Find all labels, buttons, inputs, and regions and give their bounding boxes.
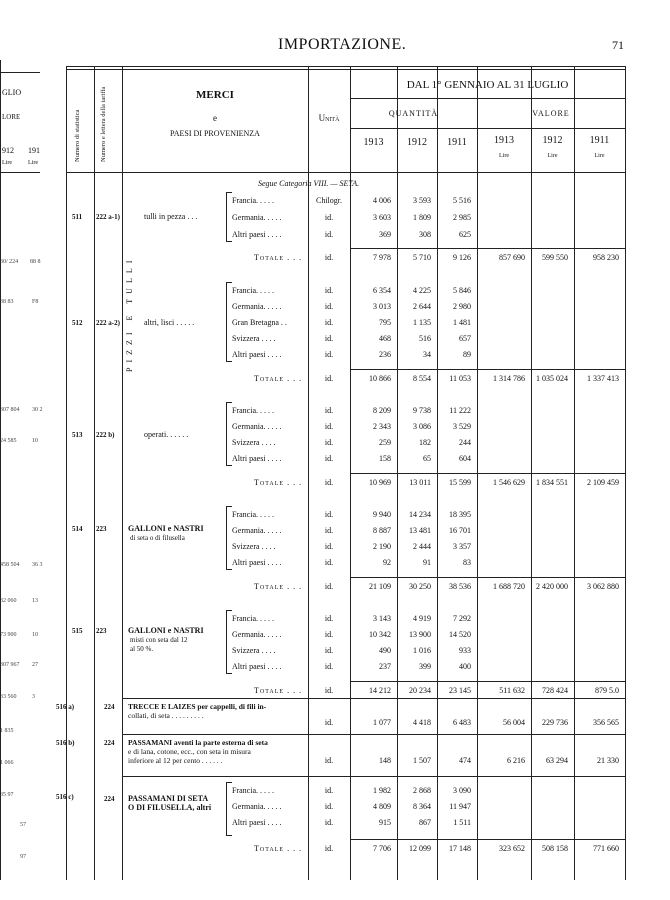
country-label: Germania. . . . .	[232, 302, 282, 311]
stat-number: 513	[72, 431, 83, 439]
unita-header: Unità	[318, 113, 340, 123]
unit-cell: id.	[324, 662, 334, 671]
tariff-number: 224	[104, 739, 115, 747]
header-rule-period	[350, 98, 625, 99]
left-frag-value: 10	[32, 632, 38, 638]
stat-number: 516 c)	[56, 793, 74, 801]
value-cell: 56 004	[503, 718, 525, 727]
stat-number: 511	[72, 213, 83, 221]
quantity-cell: 34	[423, 350, 431, 359]
quantity-cell: 4 809	[373, 802, 391, 811]
total-quantity-cell: 13 011	[409, 478, 431, 487]
total-value-cell: 599 550	[542, 253, 568, 262]
country-label: Altri paesi . . . .	[232, 818, 282, 827]
total-quantity-cell: 17 148	[449, 844, 471, 853]
quantity-cell: 399	[419, 662, 431, 671]
total-quantity-cell: 12 099	[409, 844, 431, 853]
total-label: Totale . . .	[254, 582, 303, 591]
total-value-cell: 2 109 459	[587, 478, 619, 487]
total-value-cell: 728 424	[542, 686, 568, 695]
column-rule	[94, 66, 95, 880]
left-frag-value: 1 835	[0, 728, 14, 734]
category-title: Segue Categoria VIII. — SETA.	[258, 179, 360, 188]
total-label: Totale . . .	[254, 686, 303, 695]
tariff-number: 223	[96, 627, 107, 635]
quantity-cell: 308	[419, 230, 431, 239]
total-label: Totale . . .	[254, 478, 303, 487]
stat-number: 512	[72, 319, 83, 327]
left-frag-value: 1 066	[0, 760, 14, 766]
stat-number: 514	[72, 525, 83, 533]
tariff-number: 222 a-2)	[96, 319, 120, 327]
unit-cell: id.	[324, 318, 334, 327]
goods-label-3: al 50 %.	[130, 645, 154, 653]
total-quantity-cell: 14 212	[369, 686, 391, 695]
country-label: Svizzera . . . .	[232, 334, 276, 343]
total-rule	[350, 473, 625, 474]
value-cell: 229 736	[542, 718, 568, 727]
unit-cell: id.	[324, 350, 334, 359]
country-label: Francia. . . . .	[232, 614, 274, 623]
left-frag-value: 38 83	[0, 299, 14, 305]
quantity-cell: 92	[383, 558, 391, 567]
total-quantity-cell: 8 554	[413, 374, 431, 383]
page-number: 71	[612, 38, 624, 52]
merci-e: e	[213, 113, 217, 123]
unit-cell: id.	[324, 614, 334, 623]
goods-label: operati. . . . . .	[144, 430, 189, 439]
tariff-number: 224	[104, 795, 115, 803]
page-title: IMPORTAZIONE.	[278, 36, 407, 53]
quantity-cell: 625	[459, 230, 471, 239]
total-label: Totale . . .	[254, 844, 303, 853]
unit-cell: id.	[324, 478, 334, 487]
quantity-cell: 2 980	[453, 302, 471, 311]
country-label: Altri paesi . . . .	[232, 230, 282, 239]
total-quantity-cell: 5 710	[413, 253, 431, 262]
goods-label-2: O DI FILUSELLA, altri	[128, 803, 212, 812]
quantity-cell: 3 593	[413, 196, 431, 205]
left-frag-rule	[0, 172, 40, 173]
left-frag-value: 13	[32, 598, 38, 604]
left-frag-value: F8	[32, 299, 39, 305]
value-cell: 63 294	[546, 756, 568, 765]
valore-header: VALORE	[532, 109, 570, 118]
country-label: Svizzera . . . .	[232, 438, 276, 447]
quantity-cell: 158	[379, 454, 391, 463]
left-frag-value: 307 804	[0, 407, 20, 413]
tariff-number: 222 a-1)	[96, 213, 120, 221]
quantity-cell: 244	[459, 438, 471, 447]
left-frag-header: 912	[2, 146, 14, 155]
quantity-cell: 91	[423, 558, 431, 567]
total-rule	[350, 577, 625, 578]
goods-label: PASSAMANI DI SETA	[128, 794, 209, 803]
total-label: Totale . . .	[254, 253, 303, 262]
quantity-cell: 4 006	[373, 196, 391, 205]
quantity-cell: 9 940	[373, 510, 391, 519]
lire-label: Lire	[594, 153, 605, 159]
goods-label-2: collati, di seta . . . . . . . . .	[128, 711, 204, 720]
unit-cell: id.	[324, 786, 334, 795]
left-frag-header: Lire	[28, 160, 38, 166]
lire-label: Lire	[499, 153, 509, 159]
quantity-cell: 182	[419, 438, 431, 447]
total-quantity-cell: 30 250	[409, 582, 431, 591]
total-quantity-cell: 23 145	[449, 686, 471, 695]
quantity-cell: 2 444	[413, 542, 431, 551]
total-value-cell: 2 420 000	[536, 582, 568, 591]
quantity-cell: 1 507	[413, 756, 431, 765]
left-frag-value: 307 967	[0, 662, 20, 668]
year-q-header: 1913	[363, 137, 384, 148]
quantity-cell: 1 982	[373, 786, 391, 795]
quantity-cell: 4 418	[413, 718, 431, 727]
total-value-cell: 1 546 629	[493, 478, 525, 487]
unit-cell: id.	[324, 582, 334, 591]
period-header: DAL 1° GENNAIO AL 31 LUGLIO	[406, 79, 569, 91]
quantity-cell: 148	[379, 756, 391, 765]
goods-label-2: e di lana, cotone, ecc., con seta in misura	[128, 747, 251, 756]
quantity-cell: 2 190	[373, 542, 391, 551]
quantity-cell: 1 809	[413, 213, 431, 222]
value-cell: 21 330	[597, 756, 619, 765]
country-label: Gran Bretagna . .	[232, 318, 287, 327]
column-rule	[625, 66, 626, 880]
left-frag-value: 3	[32, 694, 35, 700]
quantity-cell: 11 222	[449, 406, 471, 415]
paesi-header: PAESI DI PROVENIENZA	[170, 129, 260, 138]
quantity-cell: 13 900	[409, 630, 431, 639]
left-frag-header: 191	[28, 146, 40, 155]
quantity-cell: 89	[463, 350, 471, 359]
quantity-cell: 1 077	[373, 718, 391, 727]
column-rule	[66, 66, 67, 880]
quantity-cell: 2 985	[453, 213, 471, 222]
total-value-cell: 511 632	[499, 686, 525, 695]
quantity-cell: 3 529	[453, 422, 471, 431]
year-q-header: 1911	[447, 137, 467, 148]
quantity-cell: 468	[379, 334, 391, 343]
year-v-header: 1911	[589, 135, 610, 146]
total-value-cell: 857 690	[499, 253, 525, 262]
tariff-number: 224	[104, 703, 115, 711]
unit-cell: id.	[324, 558, 334, 567]
country-label: Altri paesi . . . .	[232, 558, 282, 567]
total-value-cell: 1 314 786	[493, 374, 525, 383]
quantity-cell: 8 209	[373, 406, 391, 415]
country-label: Svizzera . . . .	[232, 542, 276, 551]
quantity-cell: 14 520	[449, 630, 471, 639]
lire-label: Lire	[547, 153, 558, 159]
total-quantity-cell: 15 599	[449, 478, 471, 487]
stat-number: 516 a)	[56, 703, 75, 711]
goods-label: GALLONI e NASTRI	[128, 626, 204, 635]
stat-number: 516 b)	[56, 739, 75, 747]
left-frag-value: 458 504	[0, 562, 20, 568]
total-rule	[350, 248, 625, 249]
quantity-cell: 867	[419, 818, 431, 827]
quantity-cell: 490	[379, 646, 391, 655]
year-q-header: 1912	[407, 137, 427, 148]
total-rule	[350, 369, 625, 370]
unit-cell: id.	[324, 286, 334, 295]
quantita-header: QUANTITÀ	[388, 109, 439, 118]
quantity-cell: 3 357	[453, 542, 471, 551]
total-quantity-cell: 20 234	[409, 686, 431, 695]
year-v-header: 1913	[494, 135, 514, 146]
total-value-cell: 771 660	[593, 844, 619, 853]
quantity-cell: 4 919	[413, 614, 431, 623]
quantity-cell: 915	[379, 818, 391, 827]
left-frag-value: 32 060	[0, 598, 17, 604]
col-stat-header: Numero di statistica	[74, 109, 81, 162]
unit-cell: id.	[324, 542, 334, 551]
left-frag-header: LORE	[2, 113, 21, 121]
header-rule-top-double	[66, 69, 625, 70]
left-frag-edge	[0, 60, 1, 880]
country-label: Francia. . . . .	[232, 406, 274, 415]
unit-cell: id.	[324, 422, 334, 431]
left-frag-header: Lire	[2, 160, 12, 166]
quantity-cell: 2 644	[413, 302, 431, 311]
merci-header: MERCI	[196, 89, 234, 101]
col-tariff-header: Numero e lettera della tariffa	[100, 86, 107, 162]
left-frag-value: 10	[32, 438, 38, 444]
total-quantity-cell: 7 978	[373, 253, 391, 262]
quantity-cell: 8 887	[373, 526, 391, 535]
left-frag-value: 88 8	[30, 259, 41, 265]
quantity-cell: 1 481	[453, 318, 471, 327]
header-rule-top	[66, 66, 625, 67]
country-label: Germania. . . . .	[232, 802, 282, 811]
quantity-cell: 400	[459, 662, 471, 671]
country-label: Francia. . . . .	[232, 286, 274, 295]
unit-cell: id.	[324, 844, 334, 853]
country-label: Germania. . . . .	[232, 213, 282, 222]
country-label: Germania. . . . .	[232, 422, 282, 431]
unit-cell: id.	[324, 230, 334, 239]
unit-cell: id.	[324, 686, 334, 695]
section-rule	[122, 776, 625, 777]
unit-cell: id.	[324, 818, 334, 827]
quantity-cell: 1 016	[413, 646, 431, 655]
total-quantity-cell: 21 109	[369, 582, 391, 591]
quantity-cell: 11 947	[449, 802, 471, 811]
unit-cell: id.	[324, 438, 334, 447]
country-label: Svizzera . . . .	[232, 646, 276, 655]
total-quantity-cell: 9 126	[453, 253, 471, 262]
total-quantity-cell: 10 866	[369, 374, 391, 383]
total-value-cell: 879 5.0	[595, 686, 619, 695]
total-value-cell: 508 158	[542, 844, 568, 853]
goods-label-3: inferiore al 12 per cento . . . . . .	[128, 756, 223, 765]
goods-label: tulli in pezza . . .	[144, 212, 198, 221]
goods-label-2: di seta o di filusella	[130, 534, 185, 542]
unit-cell: id.	[324, 253, 334, 262]
quantity-cell: 1 135	[413, 318, 431, 327]
quantity-cell: 237	[379, 662, 391, 671]
country-label: Francia. . . . .	[232, 196, 274, 205]
unit-cell: id.	[324, 213, 334, 222]
quantity-cell: 795	[379, 318, 391, 327]
quantity-cell: 16 701	[449, 526, 471, 535]
left-frag-value: 30 2	[32, 407, 43, 413]
total-quantity-cell: 11 053	[449, 374, 471, 383]
total-value-cell: 1 337 413	[587, 374, 619, 383]
unit-cell: id.	[324, 718, 334, 727]
unit-cell: id.	[324, 646, 334, 655]
left-frag-value: 33 560	[0, 694, 17, 700]
unit-cell: id.	[324, 454, 334, 463]
quantity-cell: 3 090	[453, 786, 471, 795]
quantity-cell: 933	[459, 646, 471, 655]
quantity-cell: 14 234	[409, 510, 431, 519]
goods-label: altri, lisci . . . . .	[144, 318, 195, 327]
country-label: Francia. . . . .	[232, 510, 274, 519]
total-rule	[350, 839, 625, 840]
country-label: Altri paesi . . . .	[232, 454, 282, 463]
left-frag-rule	[0, 72, 40, 73]
total-value-cell: 1 035 024	[536, 374, 568, 383]
goods-label: TRECCE E LAIZES per cappelli, di fili in-	[128, 702, 267, 711]
header-rule-years	[350, 128, 625, 129]
tariff-number: 222 b)	[96, 431, 115, 439]
left-frag-value: 24 585	[0, 438, 17, 444]
quantity-cell: 3 603	[373, 213, 391, 222]
total-quantity-cell: 7 706	[373, 844, 391, 853]
quantity-cell: 259	[379, 438, 391, 447]
quantity-cell: 7 292	[453, 614, 471, 623]
value-cell: 6 216	[507, 756, 525, 765]
quantity-cell: 2 343	[373, 422, 391, 431]
quantity-cell: 2 868	[413, 786, 431, 795]
quantity-cell: 9 738	[413, 406, 431, 415]
quantity-cell: 604	[459, 454, 471, 463]
quantity-cell: 369	[379, 230, 391, 239]
unit-cell: id.	[324, 334, 334, 343]
total-value-cell: 1 834 551	[536, 478, 568, 487]
quantity-cell: 18 395	[449, 510, 471, 519]
unit-cell: Chilogr.	[315, 196, 342, 205]
country-label: Altri paesi . . . .	[232, 350, 282, 359]
goods-label: GALLONI e NASTRI	[128, 524, 204, 533]
quantity-cell: 3 143	[373, 614, 391, 623]
total-value-cell: 1 688 720	[493, 582, 525, 591]
unit-cell: id.	[324, 406, 334, 415]
country-label: Francia. . . . .	[232, 786, 274, 795]
quantity-cell: 13 481	[409, 526, 431, 535]
country-label: Germania. . . . .	[232, 630, 282, 639]
quantity-cell: 3 013	[373, 302, 391, 311]
left-frag-value: 73 900	[0, 632, 17, 638]
goods-label-2: misti con seta dal 12	[130, 636, 188, 644]
total-quantity-cell: 38 536	[449, 582, 471, 591]
quantity-cell: 1 511	[453, 818, 471, 827]
quantity-cell: 6 483	[453, 718, 471, 727]
country-label: Germania. . . . .	[232, 526, 282, 535]
value-cell: 356 565	[593, 718, 619, 727]
country-label: Altri paesi . . . .	[232, 662, 282, 671]
total-label: Totale . . .	[254, 374, 303, 383]
section-rule	[122, 734, 625, 735]
unit-cell: id.	[324, 756, 334, 765]
left-frag-value: 35 97	[0, 792, 14, 798]
quantity-cell: 5 846	[453, 286, 471, 295]
stat-number: 515	[72, 627, 83, 635]
unit-cell: id.	[324, 630, 334, 639]
quantity-cell: 5 516	[453, 196, 471, 205]
quantity-cell: 516	[419, 334, 431, 343]
left-frag-header: GLIO	[2, 88, 22, 97]
quantity-cell: 10 342	[369, 630, 391, 639]
left-frag-value: 57	[20, 822, 26, 828]
quantity-cell: 65	[423, 454, 431, 463]
total-value-cell: 323 652	[499, 844, 525, 853]
unit-cell: id.	[324, 526, 334, 535]
total-rule	[350, 681, 625, 682]
unit-cell: id.	[324, 302, 334, 311]
left-frag-value: 36 3	[32, 562, 43, 568]
year-v-header: 1912	[542, 135, 563, 146]
left-frag-value: 30/ 224	[0, 259, 19, 265]
goods-label: PASSAMANI aventi la parte esterna di seta	[128, 738, 268, 747]
header-rule-bottom	[66, 172, 625, 173]
side-label: PIZZI E TULLI	[125, 255, 134, 372]
total-quantity-cell: 10 969	[369, 478, 391, 487]
quantity-cell: 83	[463, 558, 471, 567]
quantity-cell: 3 086	[413, 422, 431, 431]
quantity-cell: 6 354	[373, 286, 391, 295]
left-frag-value: 97	[20, 854, 26, 860]
unit-cell: id.	[324, 374, 334, 383]
total-value-cell: 3 062 880	[587, 582, 619, 591]
unit-cell: id.	[324, 510, 334, 519]
column-rule	[122, 66, 123, 880]
quantity-cell: 657	[459, 334, 471, 343]
quantity-cell: 474	[459, 756, 471, 765]
left-frag-value: 27	[32, 662, 38, 668]
quantity-cell: 236	[379, 350, 391, 359]
quantity-cell: 8 364	[413, 802, 431, 811]
tariff-number: 223	[96, 525, 107, 533]
total-value-cell: 958 230	[593, 253, 619, 262]
quantity-cell: 4 225	[413, 286, 431, 295]
unit-cell: id.	[324, 802, 334, 811]
section-rule	[122, 698, 625, 699]
